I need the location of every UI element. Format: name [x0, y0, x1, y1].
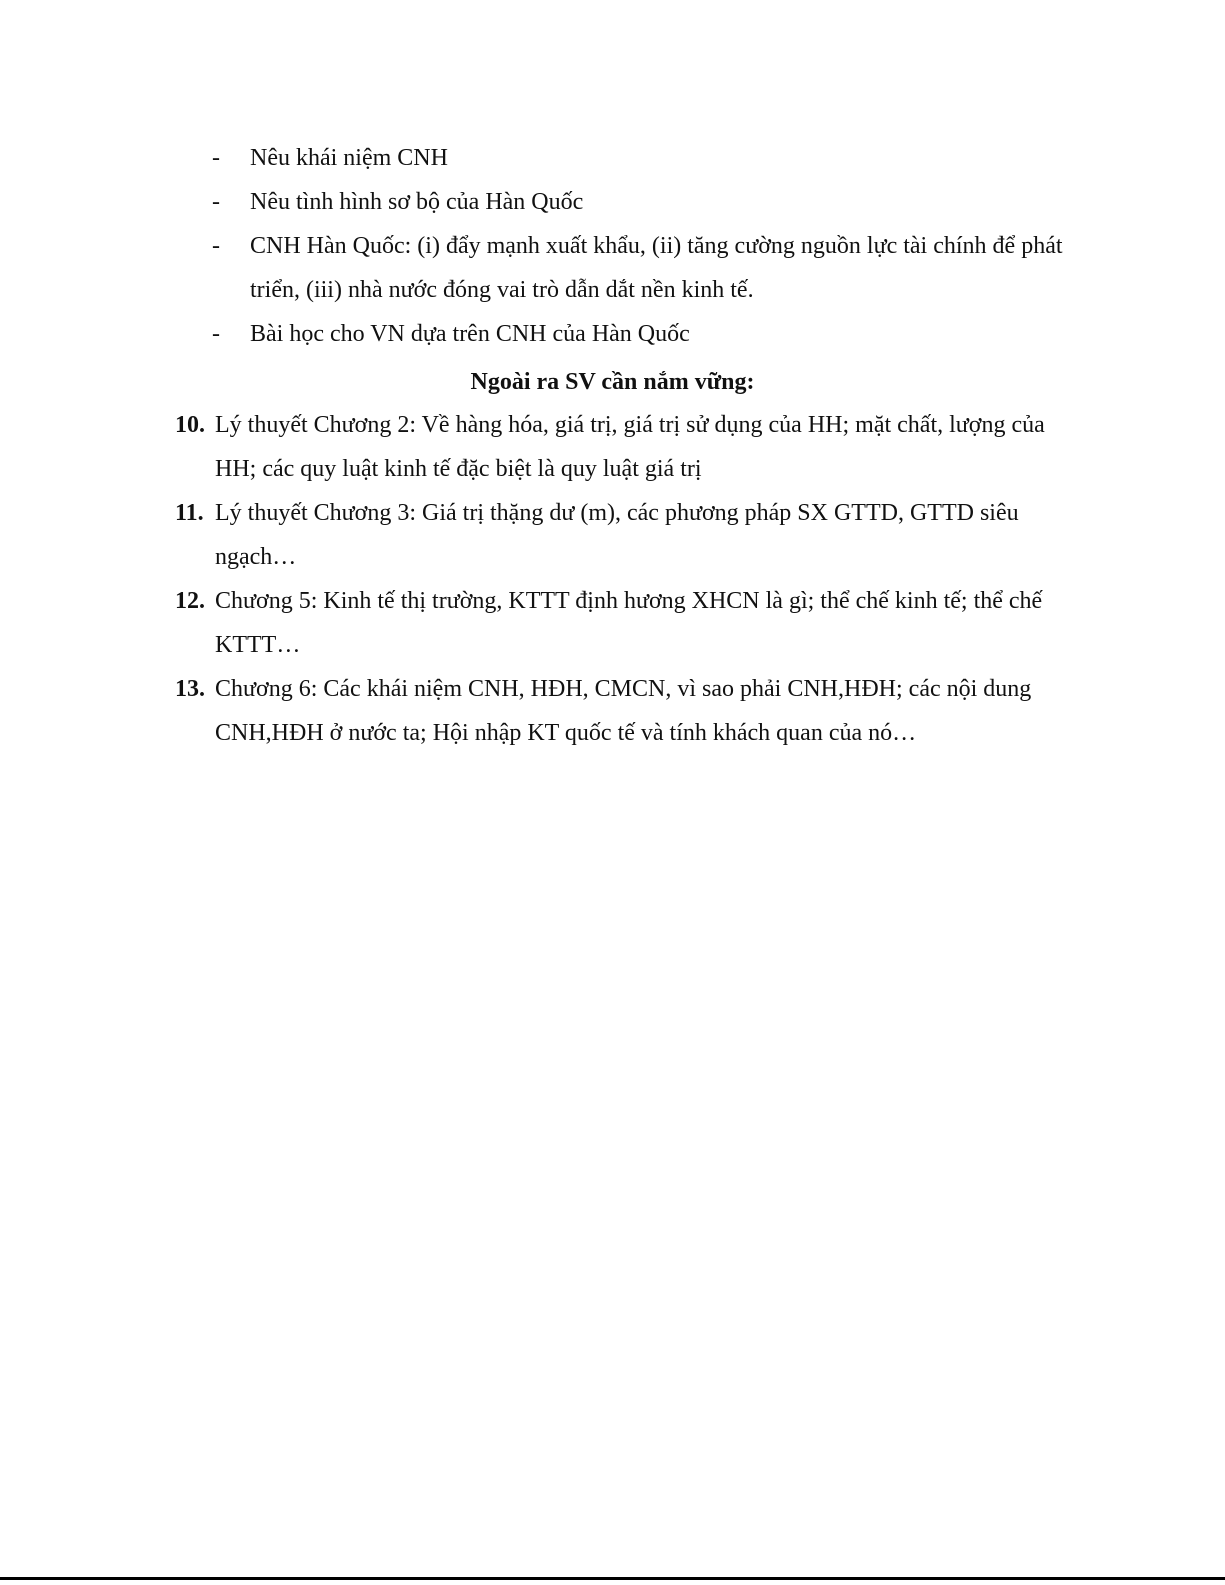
numbered-list — [175, 403, 1080, 755]
numbered-item — [175, 667, 1080, 755]
item-number: 10. — [175, 412, 205, 438]
bullet-text: Bài học cho VN dựa trên CNH của Hàn Quốc — [250, 321, 690, 347]
section-heading: Ngoài ra SV cần nắm vững: — [470, 369, 755, 395]
bullet-marker: - — [212, 233, 220, 259]
item-number: 13. — [175, 676, 205, 702]
numbered-item — [175, 491, 1080, 579]
item-text: Chương 6: Các khái niệm CNH, HĐH, CMCN, vì sao phải CNH,HĐH; các nội dung CNH,HĐH ở nước ta; Hội nhập KT quốc tế và tính khách quan của nó… — [215, 676, 1032, 746]
page-bottom-border — [0, 1577, 1225, 1580]
item-number: 12. — [175, 588, 205, 614]
bullet-marker: - — [212, 145, 220, 171]
bullet-item — [210, 180, 1090, 224]
bullet-item — [210, 224, 1090, 312]
item-text: Lý thuyết Chương 2: Về hàng hóa, giá trị, giá trị sử dụng của HH; mặt chất, lượng của HH; các quy luật kinh tế đặc biệt là quy luật giá trị — [215, 412, 1045, 482]
bullet-item — [210, 136, 1090, 180]
bullet-marker: - — [212, 189, 220, 215]
bullet-item — [210, 312, 1090, 356]
item-text: Chương 5: Kinh tế thị trường, KTTT định hương XHCN là gì; thể chế kinh tế; thể chế KTTT… — [215, 588, 1043, 658]
bullet-text: Nêu tình hình sơ bộ của Hàn Quốc — [250, 189, 584, 215]
numbered-item — [175, 579, 1080, 667]
item-text: Lý thuyết Chương 3: Giá trị thặng dư (m), các phương pháp SX GTTD, GTTD siêu ngạch… — [215, 500, 1019, 570]
bullet-text: Nêu khái niệm CNH — [250, 145, 448, 171]
numbered-item — [175, 403, 1080, 491]
bullet-list — [210, 136, 1090, 356]
bullet-marker: - — [212, 321, 220, 347]
item-number: 11. — [175, 500, 204, 526]
bullet-text: CNH Hàn Quốc: (i) đẩy mạnh xuất khẩu, (ii) tăng cường nguồn lực tài chính để phát triển, (iii) nhà nước đóng vai trò dẫn dắt nền kinh tế. — [250, 233, 1063, 303]
